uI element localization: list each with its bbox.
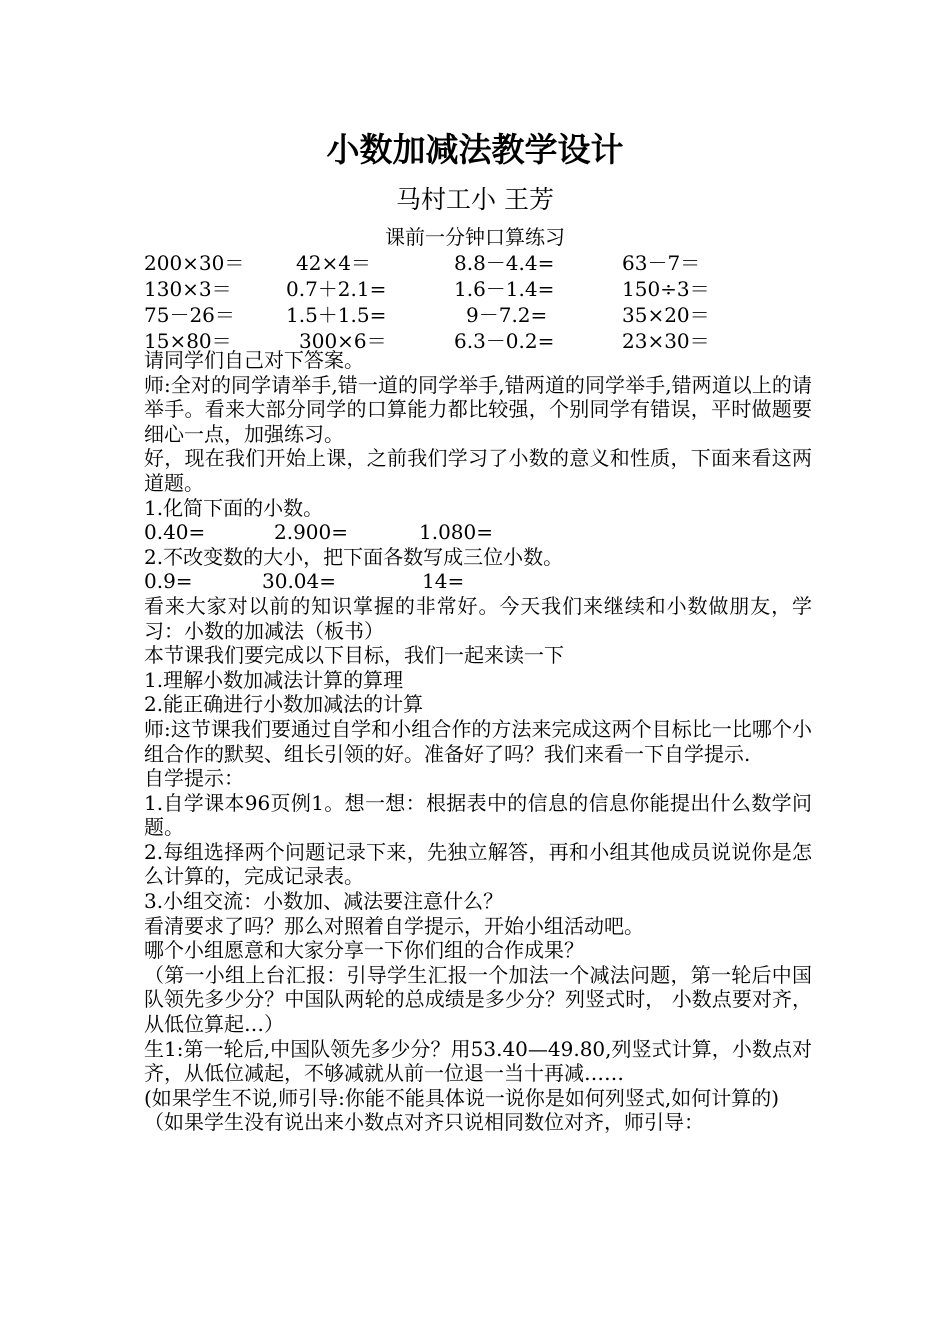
paragraph: 看来大家对以前的知识掌握的非常好。今天我们来继续和小数做朋友，学习：小数的加减法（板书） xyxy=(144,593,812,643)
calc-item: 1.6－1.4= xyxy=(454,277,555,301)
paragraph: 2.不改变数的大小，把下面各数写成三位小数。 xyxy=(144,544,564,569)
paragraph: 好，现在我们开始上课，之前我们学习了小数的意义和性质，下面来看这两道题。 xyxy=(144,446,812,495)
calc-item: 1.5＋1.5= xyxy=(286,303,387,327)
calc-item: 35×20＝ xyxy=(622,303,710,327)
exercise-item: 30.04= xyxy=(262,569,337,594)
paragraph: (如果学生不说,师引导:你能不能具体说一说你是如何列竖式,如何计算的) xyxy=(144,1085,780,1110)
paragraph: 哪个小组愿意和大家分享一下你们组的合作成果？ xyxy=(144,938,584,963)
paragraph: 看清要求了吗？那么对照着自学提示，开始小组活动吧。 xyxy=(144,913,644,938)
calc-item: 0.7＋2.1= xyxy=(286,277,387,301)
paragraph: 2.每组选择两个问题记录下来，先独立解答，再和小组其他成员说说你是怎么计算的，完成记录表。 xyxy=(144,839,812,889)
paragraph: 生1:第一轮后,中国队领先多少分？用53.40—49.80,列竖式计算，小数点对齐，从低位减起，不够减就从前一位退一当十再减…… xyxy=(144,1036,812,1086)
calc-item: 130×3＝ xyxy=(144,277,232,301)
paragraph: 自学提示： xyxy=(144,766,244,791)
calc-item: 75－26＝ xyxy=(144,303,235,327)
calc-item: 8.8－4.4= xyxy=(454,251,555,275)
exercise-row xyxy=(144,520,812,545)
warmup-calculation-grid xyxy=(144,250,824,354)
calc-row xyxy=(144,276,824,302)
calc-item: 15×80＝ xyxy=(144,329,232,353)
paragraph: 1.自学课本96页例1。想一想：根据表中的信息的信息你能提出什么数学问题。 xyxy=(144,790,812,840)
calc-row xyxy=(144,250,824,276)
paragraph: 请同学们自己对下答案。 xyxy=(144,348,364,372)
paragraph: （如果学生没有说出来小数点对齐只说相同数位对齐，师引导： xyxy=(144,1110,704,1135)
calc-item: 6.3－0.2= xyxy=(454,329,555,353)
calc-item: 42×4＝ xyxy=(296,251,371,275)
calc-item: 23×30＝ xyxy=(622,329,710,353)
paragraph: 3.小组交流：小数加、减法要注意什么？ xyxy=(144,889,504,914)
calc-item: 300×6＝ xyxy=(299,329,387,353)
paragraph: 师:这节课我们要通过自学和小组合作的方法来完成这两个目标比一比哪个小组合作的默契、组长引领的好。准备好了吗？我们来看一下自学提示. xyxy=(144,716,812,766)
calc-item: 9－7.2= xyxy=(466,303,548,327)
paragraph: 2.能正确进行小数加减法的计算 xyxy=(144,692,424,717)
exercise-row xyxy=(144,569,812,594)
calc-item: 63－7＝ xyxy=(622,251,701,275)
paragraph: 本节课我们要完成以下目标，我们一起来读一下 xyxy=(144,643,564,668)
warmup-heading: 课前一分钟口算练习 xyxy=(385,225,565,249)
calc-item: 200×30＝ xyxy=(144,251,245,275)
lesson-body xyxy=(144,348,812,1135)
paragraph: 师:全对的同学请举手,错一道的同学举手,错两道的同学举手,错两道以上的请举手。看来大部分同学的口算能力都比较强，个别同学有错误，平时做题要细心一点，加强练习。 xyxy=(144,372,812,446)
calc-item: 150÷3＝ xyxy=(622,277,710,301)
exercise-item: 0.9= xyxy=(144,569,193,594)
exercise-item: 2.900= xyxy=(274,520,349,545)
calc-row xyxy=(144,302,824,328)
document-title: 小数加减法教学设计 xyxy=(326,130,624,169)
paragraph: （第一小组上台汇报：引导学生汇报一个加法一个减法问题，第一轮后中国队领先多少分？中国队两轮的总成绩是多少分？列竖式时， 小数点要对齐，从低位算起…） xyxy=(144,962,812,1037)
paragraph: 1.理解小数加减法计算的算理 xyxy=(144,667,404,692)
exercise-item: 0.40= xyxy=(144,520,206,545)
exercise-item: 14= xyxy=(422,569,465,594)
author-line: 马村工小 王芳 xyxy=(396,185,554,214)
exercise-item: 1.080= xyxy=(419,520,494,545)
paragraph: 1.化简下面的小数。 xyxy=(144,495,324,520)
